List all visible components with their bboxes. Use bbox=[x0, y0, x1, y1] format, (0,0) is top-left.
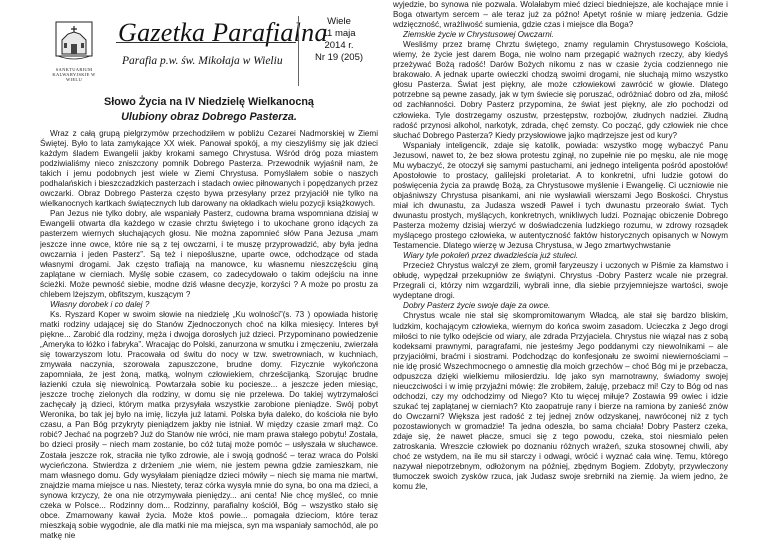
article-headline: Słowo Życia na IV Niedzielę Wielkanocną bbox=[104, 96, 314, 108]
paragraph: Ks. Ryszard Koper w swoim słowie na niedzielę „Ku wolności”(s. 73 ) opowiada historię matki rodziny udającej się do Stanów Zjednoczonych choć na kilka miesięcy. Interes był piękne... Zarobić dla rodziny, mężа i dwojga dorosłych już dzieci. Przypominano powiedzenie „Ameryka to łóżko i fabryka”. Wracając do Polski, zanurzona w smutku i zmęczeniu, zwierzała się towarzyszom lotu. Pracowała od świtu do nocy w tzw. swetrowniach, w kuchniach, zmywała naczynia, szorowała zapuszczone, brudne domy. Fizycznie wykończona zapomniała, że jest żoną, matką, wolnym człowiekiem, chrześcijanką. Szorując brudne łazienki czuła się niewolnicą. Powtarzała sobie ku pociesze... a jeszcze jeden miesiąc, jeszcze trochę zielonych dla rodziny, w domu się nie przelewa. Do takiej wytrzymałości zachęcały ją dzieci, którym matka przysyłała wszystkie zarobione pieniądze. Swój pobyt Weronika, bo tak jej było na imię, liczyła już latami. Polska była daleko, do kościoła nie było czasu, a Pan Bóg przykryty pieniądzem jakby nie istniał. W między czasie zmarł mąż. Co robić? Jechać na pogrzeb? Już do Stanów nie wróci, nie mam prawa stałego pobytu! Została, bo dzieci prosiły – niech mam zostanie, bo cóż tutaj może pomóc – usłyszała w słuchawce. Została jeszcze rok, straciła nie tylko zdrowie, ale i swoją godność – teraz wraca do Polski wycieńczona. Stwierdza z drżeniem „nie wiem, nie jestem pewna gdzie zamieszkam, nie mam własnego domu. Gdy wysyłałam pieniądze dzieci mówiły – niech się mama nie martwi, znajdzie mama miejsce u nas. Niestety, teraz córka wysyła mnie do syna, bo ona ma dzieci, a synowa krzyczy, że ona nie otrzymywała pieniędzy... ani centa! Nie chcę myśleć, co mnie czeka w Polsce... Rodzinny dom... Rodzinny, parafialny kościół, Bóg – wszystko stało się obce. Zmarnowany kawał życia. Może ktoś powie... pomagała dzieciom, które teraz mieszkają sobie wygodnie, ale dla matki nie ma miejsca, syn ma wspaniały samochód, ale po matkę nie bbox=[40, 309, 378, 540]
section-heading: Własny dorobek i co dalej ? bbox=[50, 299, 150, 309]
article-subheadline: Ulubiony obraz Dobrego Pasterza. bbox=[121, 111, 297, 123]
paragraph: Przecież Chrystus walczył ze złem, gromił faryzeuszy i uczonych w Piśmie za kłamstwo i obłudę, wypędzał przekupniów ze świątyni. Chrystus -Dobry Pasterz wcale nie przegrał. Przegrali ci, którzy nim wzgardzili, wybrali inne, dla siebie przyjemniejsze wartości, swoje wydeptane drogi. bbox=[393, 261, 728, 301]
section-heading: Ziemskie życie w Chrystusowej Owczarni. bbox=[403, 30, 554, 40]
section-heading: Dobry Pasterz życie swoje daje za owce. bbox=[403, 301, 551, 311]
paragraph: Pan Jezus nie tylko dobry, ale wspaniały Pasterz, cudowna brama wspomniana dzisiaj w Ewangelii otwarta dla każdego w czasie chrztu świętego i to ukochane grono idących za pasterzem wiernych słuchających głosu. Nie można zapomnieć słów Pana Jezusa „mam jeszcze inne owce, które nie są z tej owczarni, i te muszę przyprowadzić, aby była jedna owczarnia i jeden Pasterz”. Są też i niepoślusznе, uparte owce, odchodzące od stada własnymi drogami. Jak często trafiają na manowce, ku własnemu nieszczęściu giną zaplątane w cierniach. Myślę sobie czasem, co zadecydowało o takim odejściu na inne ścieżki. Może pewność siebie, modne dziś własne decyzje, korzyści ? A może po prostu za chlebem lżejszym, obfitszym, kuszącym ? bbox=[40, 209, 378, 299]
title-underline bbox=[116, 42, 296, 43]
issue-divider bbox=[298, 16, 299, 86]
section-heading: Wiary tyle pokoleń przez dwadzieścia już stuleci. bbox=[403, 251, 579, 261]
newsletter-title: Gazetka Parafialna bbox=[118, 18, 328, 47]
masthead-box bbox=[40, 8, 378, 88]
paragraph: wyjedzie, bo synowa nie pozwala. Wolałabym mieć dzieci biedniejsze, ale kochające mnie i Boga otwartym sercem – ale teraz już za późno! Apetyt rośnie w miarę jedzenia. Gdzie wdzięczność, wrażliwość sumienia, gdzie czas i miejsce dla Boga? bbox=[393, 0, 728, 30]
issue-info bbox=[304, 16, 374, 64]
paragraph: Chrystus wcale nie stał się skompromitowanym Władcą, ale stał się bardzo bliskim, ludzkim, kochającym człowieka, wiernym do końca swoim zasadom. Ucieczka z Jego drogi miłości to nie tylko odejście od wiary, ale zdrada Przyjaciela. Chrystus nie wiązał nas z sobą kodeksami prawnymi, paragrafami, nie jesteśmy Jego poddanymi czy niewolnikami – ale przyjaciółmi, braćmi i siostrami. Podchodząc do konfesjonału ze swoimi niewiernościami – nie idę prosić Wszechmocnego o amnestię dla moich grzechów – choć Bóg mi je przebacza, odpuszcza dzięki wielkiemu miłosierdziu. Idę jako syn marnotrawny, świadomy swojej nieuczciwości i w imię przyjaźni mówię: źle zrobiłem, żałuję, przebacz mi! Czy to Bóg od nas odchodzi, czy my odchodzimy od Niego? Kto tu więcej miłuje? Zostawia 99 owiec i idzie szukać tej zaplątanej w cierniach? Kto zaopatruje rany i bierze na ramiona by zanieść znów do Owczarni? Większa jest radość z tej jednej znów odzyskanej, nawróconej niż z tych pozostawionych w gromadzie! Ta jedna odeszła, bo sama chciała! Dobry Pasterz czeka, zdaje się, że nawet płacze, smuci się z tego powodu, czeka, stoi niesmialo pełen zatroskania. Wreszcie człowiek po doznaniu różnych wrażeń, szuka stosownej chwili, aby choć ze wstydem, na ile mu sił starczy i odwagi, wrócić i wyznać cała winę. Temu, którego nazywał niepotrzebnym, odłożonym na później, zbędnym Bogiem. Zdobyty, przywleczony tłumoczek swoich zysków rzuca, jak Judasz swoje srebrniki na ziemię. Ja wiem jedno, że komu źle, bbox=[393, 311, 728, 492]
right-column bbox=[393, 0, 728, 543]
logo-caption: SANKTUARIUM KALWARYJSKIE W WIELU bbox=[52, 67, 96, 82]
paragraph: Wraz z całą grupą pielgrzymów przechodziłem w pobliżu Cezarei Nadmorskiej w Ziemi Świętej. Było to lata zamykające XX wiek. Panował spokój, a my cieszyliśmy się jak dzieci każdym śladem Ewangelii jakby krokami samego Chrystusa. Wśród dróg poza miastem podziwialiśmy nieco zniszczony pomnik Dobrego Pasterza. Przewodnik wyjaśnił nam, że takich i jemu podobnych jest wiele w Ziemi Chrystusa. Pomyślałem sobie o naszych podhalańskich i bieszczadzkich pasterzach i stadach owiec piłnowanych i popędzanych przez owczarki. Obraz Dobrego Pasterza często bywa przesyłany przez przyjaciół nie tylko na wielkanocnych kartkach świątecznych lub darowany na okładkach wielu pozycji książkowych. bbox=[40, 129, 378, 209]
issue-number: Nr 19 (205) bbox=[314, 52, 364, 63]
issue-place: Wiele bbox=[327, 16, 351, 27]
issue-year: 2014 r. bbox=[324, 40, 354, 51]
church-icon bbox=[54, 20, 94, 66]
paragraph: Wesliśmy przez bramę Chrztu świętego, znamy regulamin Chrystusowego Kościoła, wiemy, że życie jest darem Boga, nie wolno nam przegapić ważnych rzeczy, aby kiedyś przeżywać Bożą radość! Darów Bożych nikomu z nas w czasie życia codziennego nie brakowało. A jednak uparte owieczki chodzą swoimi drogami, nie słuchają mimo wszystko głosu Pasterza. Świat jest piękny, ale może człowiekowi zawrócić w głowie. Dlatego potrzebne są pewne zasady, jak w tym świecie się poruszać, odróżniać dobro od zła, miłość od zachłanności. Dobry Pasterz przypomina, że świat jest piękny, ale zło pochodzi od człowieka. Tyle dostrzegamy oszustw, przestępstw, rozbojów, złudnych nadziei. Złudną radość przynosi alkohol, narkotyk, zdrada, chęć zemsty. Co począć, gdy człowiek nie chce słuchać Dobrego Pasterza? Kiedy przysłowiowe jajko mądrzejsze jest od kury? bbox=[393, 40, 728, 140]
sanctuary-logo bbox=[44, 20, 104, 88]
parish-name: Parafia p.w. św. Mikołaja w Wieliu bbox=[122, 55, 283, 67]
left-column bbox=[40, 0, 378, 543]
issue-date: 11 maja bbox=[322, 28, 356, 39]
masthead bbox=[40, 0, 378, 92]
paragraph: Wspaniały inteligencik, zdaje się katolik, powiada: wszystko mogę wybaczyć Panu Jezusowi, nawet to, że bez słowa protestu zginął, no zupełnie nie po męsku, ale nie mogę Mu wybaczyć, że otoczył się samymi pastuchami, ani jednego inteligenta pośród apostołów! Apostołowie to prostacy, galilejski proletariat. A to konkretni, ufni ludzie gotowi do poświęcenia życia za prawdę Bożą, za Chrystusowe myślenie i Ewangelię. Ci uczniowie nie objaśniwszy Chrystusa pisankami, ani nie wysławiali wierszami Jego Boskości. Chrystus miał ich dwunastu, za Judasza wszedł Paweł i tych dwunastu przeorało świat. Tych dwunastu prostych, myślących, konkretnych, wnikliwych ludzi. Poznając obiczenie Dobrego Pasterza możemy dzisiaj wierzyć w doświadczenia ludzkiego rozumu, w zdrowy rozsądek myślącego prostego człowieka, w autentyczność faktów historycznych opisanych w Nowym Testamencie. Dlatego wierzę w Jezusa Chrystusa, w Jego zmartwychwstanie bbox=[393, 140, 728, 251]
